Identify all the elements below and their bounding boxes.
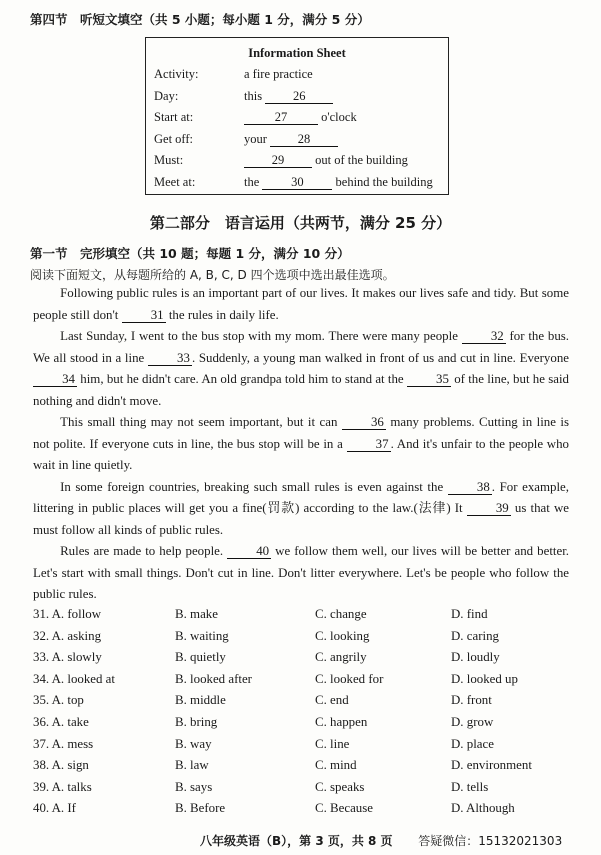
option-row-40 [33,801,573,823]
page-label: 八年级英语（B），第 3 页，共 8 页 [200,834,393,848]
blank-28[interactable]: 28 [270,132,338,147]
option-a[interactable]: 32. A. asking [33,628,102,643]
option-a[interactable]: 37. A. mess [33,736,94,751]
directions: 阅读下面短文，从每题所给的 A, B, C, D 四个选项中选出最佳选项。 [30,268,395,282]
information-sheet [145,37,449,195]
contact-info: 答疑微信：15132021303 [418,834,563,848]
option-c[interactable]: C. angrily [315,650,367,665]
blank-29[interactable]: 29 [244,153,312,168]
option-row-33 [33,650,573,672]
blank-38[interactable]: 38 [448,480,492,495]
paragraph: This small thing may not seem important, but it can 36 many problems. Cutting in line is not polite. If everyone cuts in line, the bus stop will be in a 37 . And it's unfair to the people who wait in line quietly. [33,415,570,472]
option-d[interactable]: D. place [451,736,494,751]
option-c[interactable]: C. change [315,607,367,621]
option-b[interactable]: B. looked after [175,671,252,686]
blank-37[interactable]: 37 [347,437,391,452]
option-b[interactable]: B. waiting [175,628,229,643]
option-a[interactable]: 40. A. If [33,801,76,816]
option-a[interactable]: 35. A. top [33,693,84,708]
blank-27[interactable]: 27 [244,110,318,125]
option-b[interactable]: B. quietly [175,650,226,665]
info-value: a fire practice [244,67,313,81]
option-b[interactable]: B. way [175,736,212,751]
option-row-38 [33,758,573,780]
option-c[interactable]: C. mind [315,758,357,773]
answer-options [33,607,573,823]
paragraph: In some foreign countries, breaking such small rules is even against the 38 . For example, littering in public places will get you a fine(罚款) according to the law.(法律) It 39 us that we must follow all kinds of public rules. [33,479,569,537]
option-a[interactable]: 38. A. sign [33,758,89,773]
blank-30[interactable]: 30 [262,175,332,190]
option-b[interactable]: B. middle [175,693,226,708]
option-d[interactable]: D. front [451,693,492,708]
option-b[interactable]: B. bring [175,714,218,729]
option-d[interactable]: D. tells [451,779,489,794]
option-d[interactable]: D. loudly [451,650,500,665]
option-d[interactable]: D. environment [451,758,532,773]
paragraph: Last Sunday, I went to the bus stop with my mom. There were many people 32 for the bus. We all stood in a line 33 . Suddenly, a young man walked in front of us and cut in line. Everyone 34 him, but he didn't care. An old grandpa told him to stand at the 35 of the line, but he said nothing and didn't move. [33,329,570,408]
info-label: Start at: [154,110,194,124]
option-a[interactable]: 34. A. looked at [33,671,115,686]
information-sheet-title: Information Sheet [248,46,346,60]
option-b[interactable]: B. make [175,607,218,621]
option-c[interactable]: C. line [315,736,350,751]
info-value: the 30 behind the building [244,175,433,189]
blank-31[interactable]: 31 [122,308,166,323]
option-a[interactable]: 36. A. take [33,714,89,729]
info-label: Must: [154,153,184,167]
option-c[interactable]: C. looked for [315,671,384,686]
info-label: Meet at: [154,175,196,189]
page-footer [200,832,562,849]
option-b[interactable]: B. says [175,779,213,794]
option-a[interactable]: 39. A. talks [33,779,92,794]
blank-32[interactable]: 32 [462,329,506,344]
option-a[interactable]: 33. A. slowly [33,650,102,665]
option-c[interactable]: C. Because [315,801,373,816]
info-label: Activity: [154,67,199,81]
info-value: your 28 [244,132,338,147]
option-b[interactable]: B. Before [175,801,226,816]
info-label: Get off: [154,132,193,146]
info-label: Day: [154,89,179,103]
option-d[interactable]: D. grow [451,714,494,729]
part2-title: 第二部分 语言运用（共两节，满分 25 分） [149,214,452,232]
blank-40[interactable]: 40 [227,544,271,559]
option-d[interactable]: D. looked up [451,671,518,686]
info-value: 29 out of the building [244,153,408,168]
option-c[interactable]: C. happen [315,714,368,729]
blank-33[interactable]: 33 [148,351,192,366]
blank-26[interactable]: 26 [265,89,333,104]
option-c[interactable]: C. speaks [315,779,365,794]
section1-heading: 第一节 完形填空（共 10 题；每题 1 分，满分 10 分） [30,246,350,261]
paragraph: Rules are made to help people. 40 we follow them well, our lives will be better and better. Let's start with small things. Don't cut in line. Don't litter everywhere. Let's be people who follow the public rules. [33,544,570,601]
info-value: 27 o'clock [244,110,357,125]
option-d[interactable]: D. caring [451,628,499,643]
info-value: this 26 [244,89,333,104]
option-row-39 [33,780,573,802]
option-d[interactable]: D. Although [451,801,515,816]
cloze-passage [33,283,569,606]
blank-35[interactable]: 35 [407,372,451,387]
option-row-32 [33,629,573,651]
option-row-36 [33,715,573,737]
option-b[interactable]: B. law [175,758,209,773]
option-a[interactable]: 31. A. follow [33,607,102,621]
option-row-31 [33,607,573,629]
option-row-34 [33,672,573,694]
blank-36[interactable]: 36 [342,415,386,430]
option-c[interactable]: C. end [315,693,349,708]
section4-heading: 第四节 听短文填空（共 5 小题；每小题 1 分，满分 5 分） [30,12,370,27]
paragraph: Following public rules is an important part of our lives. It makes our lives safe and tidy. But some people still don't 31 the rules in daily life. [33,286,569,322]
blank-39[interactable]: 39 [467,501,511,516]
option-c[interactable]: C. looking [315,628,370,643]
option-row-35 [33,693,573,715]
option-row-37 [33,737,573,759]
option-d[interactable]: D. find [451,607,488,621]
blank-34[interactable]: 34 [33,372,77,387]
